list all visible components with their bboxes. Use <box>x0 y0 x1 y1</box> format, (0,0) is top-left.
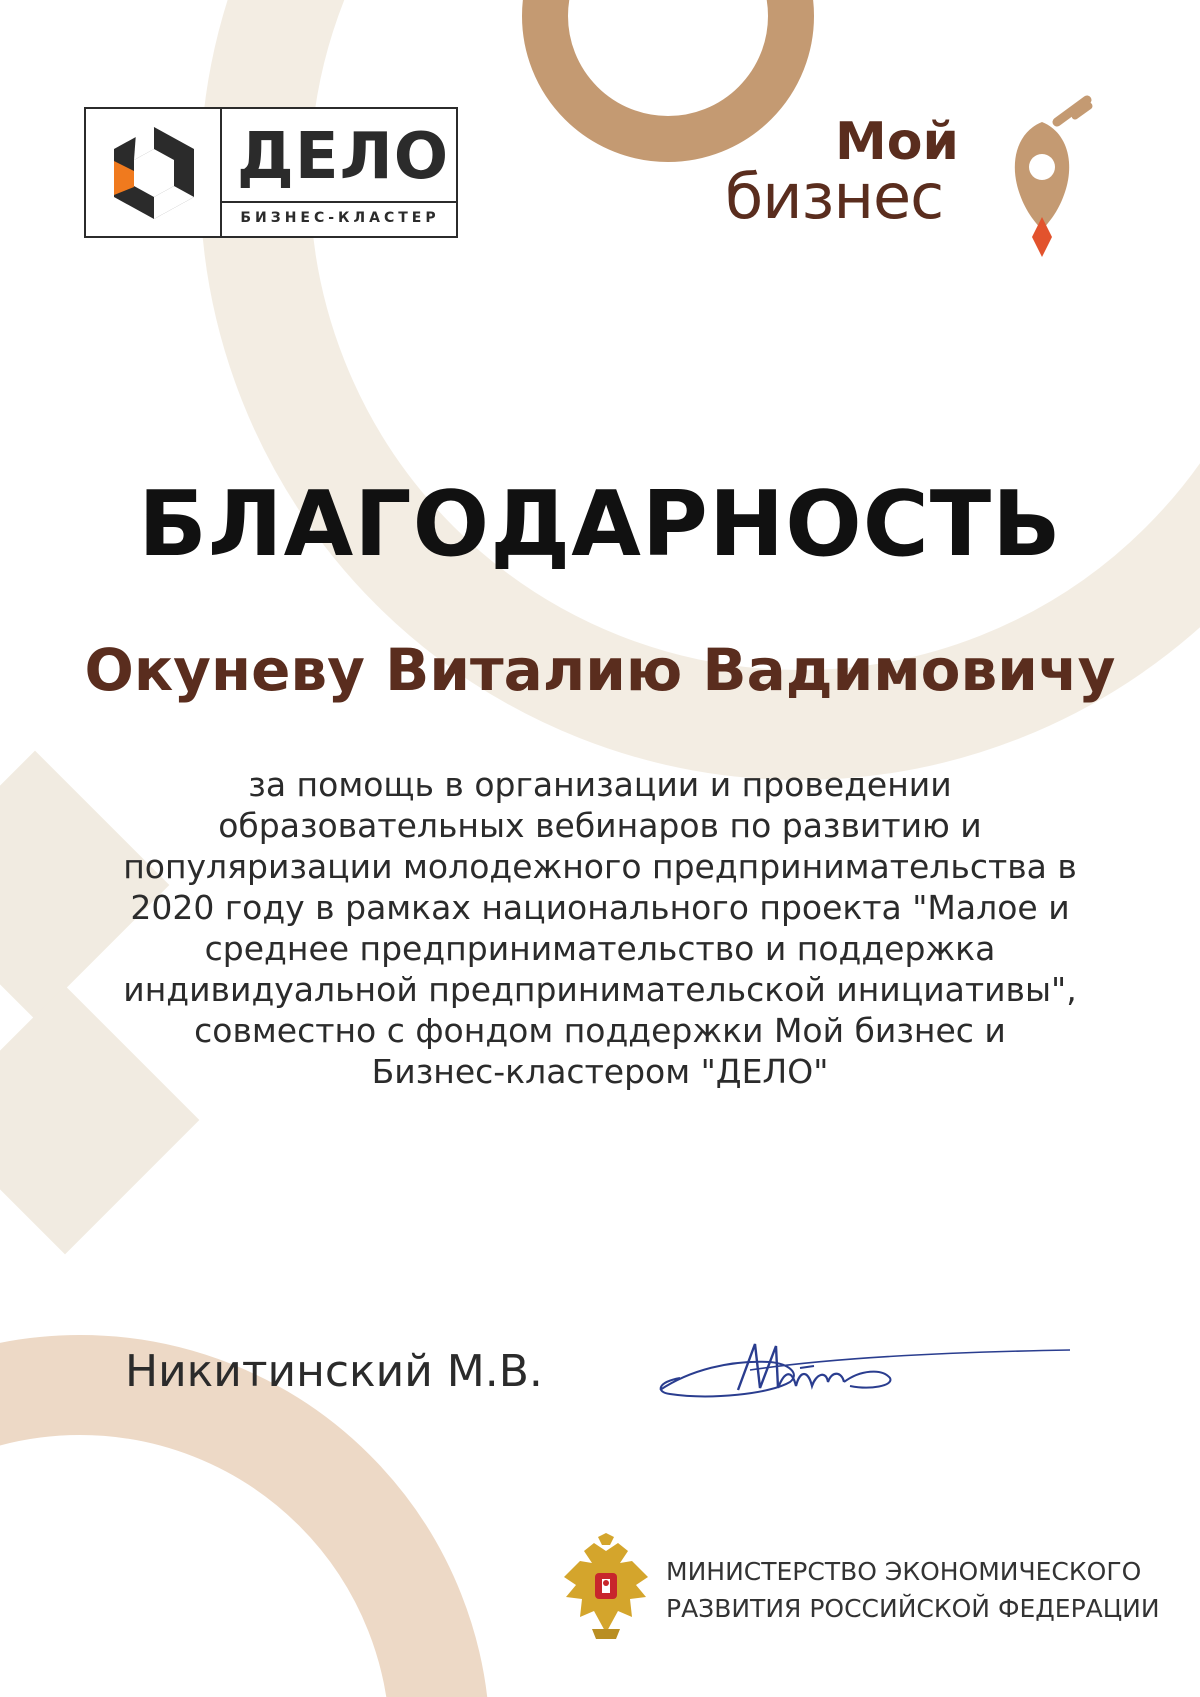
body-line: образовательных вебинаров по развитию и <box>218 806 982 845</box>
rocket-pin-icon <box>997 92 1097 262</box>
body-line: популяризации молодежного предпринимательства в <box>123 847 1077 886</box>
moy-biznes-line2: бизнес <box>725 160 944 233</box>
handwritten-signature <box>650 1330 1080 1410</box>
logo-divider <box>222 201 458 203</box>
moy-biznes-logo <box>725 92 1105 262</box>
body-line: 2020 году в рамках национального проекта "Малое и <box>130 888 1070 927</box>
body-line: за помощь в организации и проведении <box>248 765 952 804</box>
delo-cube-logo-icon <box>86 109 222 236</box>
signer-name: Никитинский М.В. <box>125 1346 543 1397</box>
ministry-line1: МИНИСТЕРСТВО ЭКОНОМИЧЕСКОГО <box>666 1557 1142 1586</box>
recipient-name: Окуневу Виталию Вадимовичу <box>84 636 1116 704</box>
certificate-title: БЛАГОДАРНОСТЬ <box>138 472 1062 577</box>
moy-biznes-line1: Мой <box>835 112 959 172</box>
body-line: среднее предпринимательство и поддержка <box>204 929 996 968</box>
certificate-body <box>80 764 1120 1092</box>
double-headed-eagle-emblem-icon <box>558 1533 654 1643</box>
body-line: совместно с фондом поддержки Мой бизнес и <box>194 1011 1006 1050</box>
ministry-line2: РАЗВИТИЯ РОССИЙСКОЙ ФЕДЕРАЦИИ <box>666 1594 1160 1623</box>
body-line: Бизнес-кластером "ДЕЛО" <box>371 1052 829 1091</box>
body-line: индивидуальной предпринимательской инициативы", <box>123 970 1077 1009</box>
delo-wordmark: ДЕЛО <box>236 120 450 194</box>
delo-logo <box>84 107 458 238</box>
delo-subtitle: БИЗНЕС-КЛАСТЕР <box>240 210 440 226</box>
ministry-caption <box>666 1553 1160 1627</box>
